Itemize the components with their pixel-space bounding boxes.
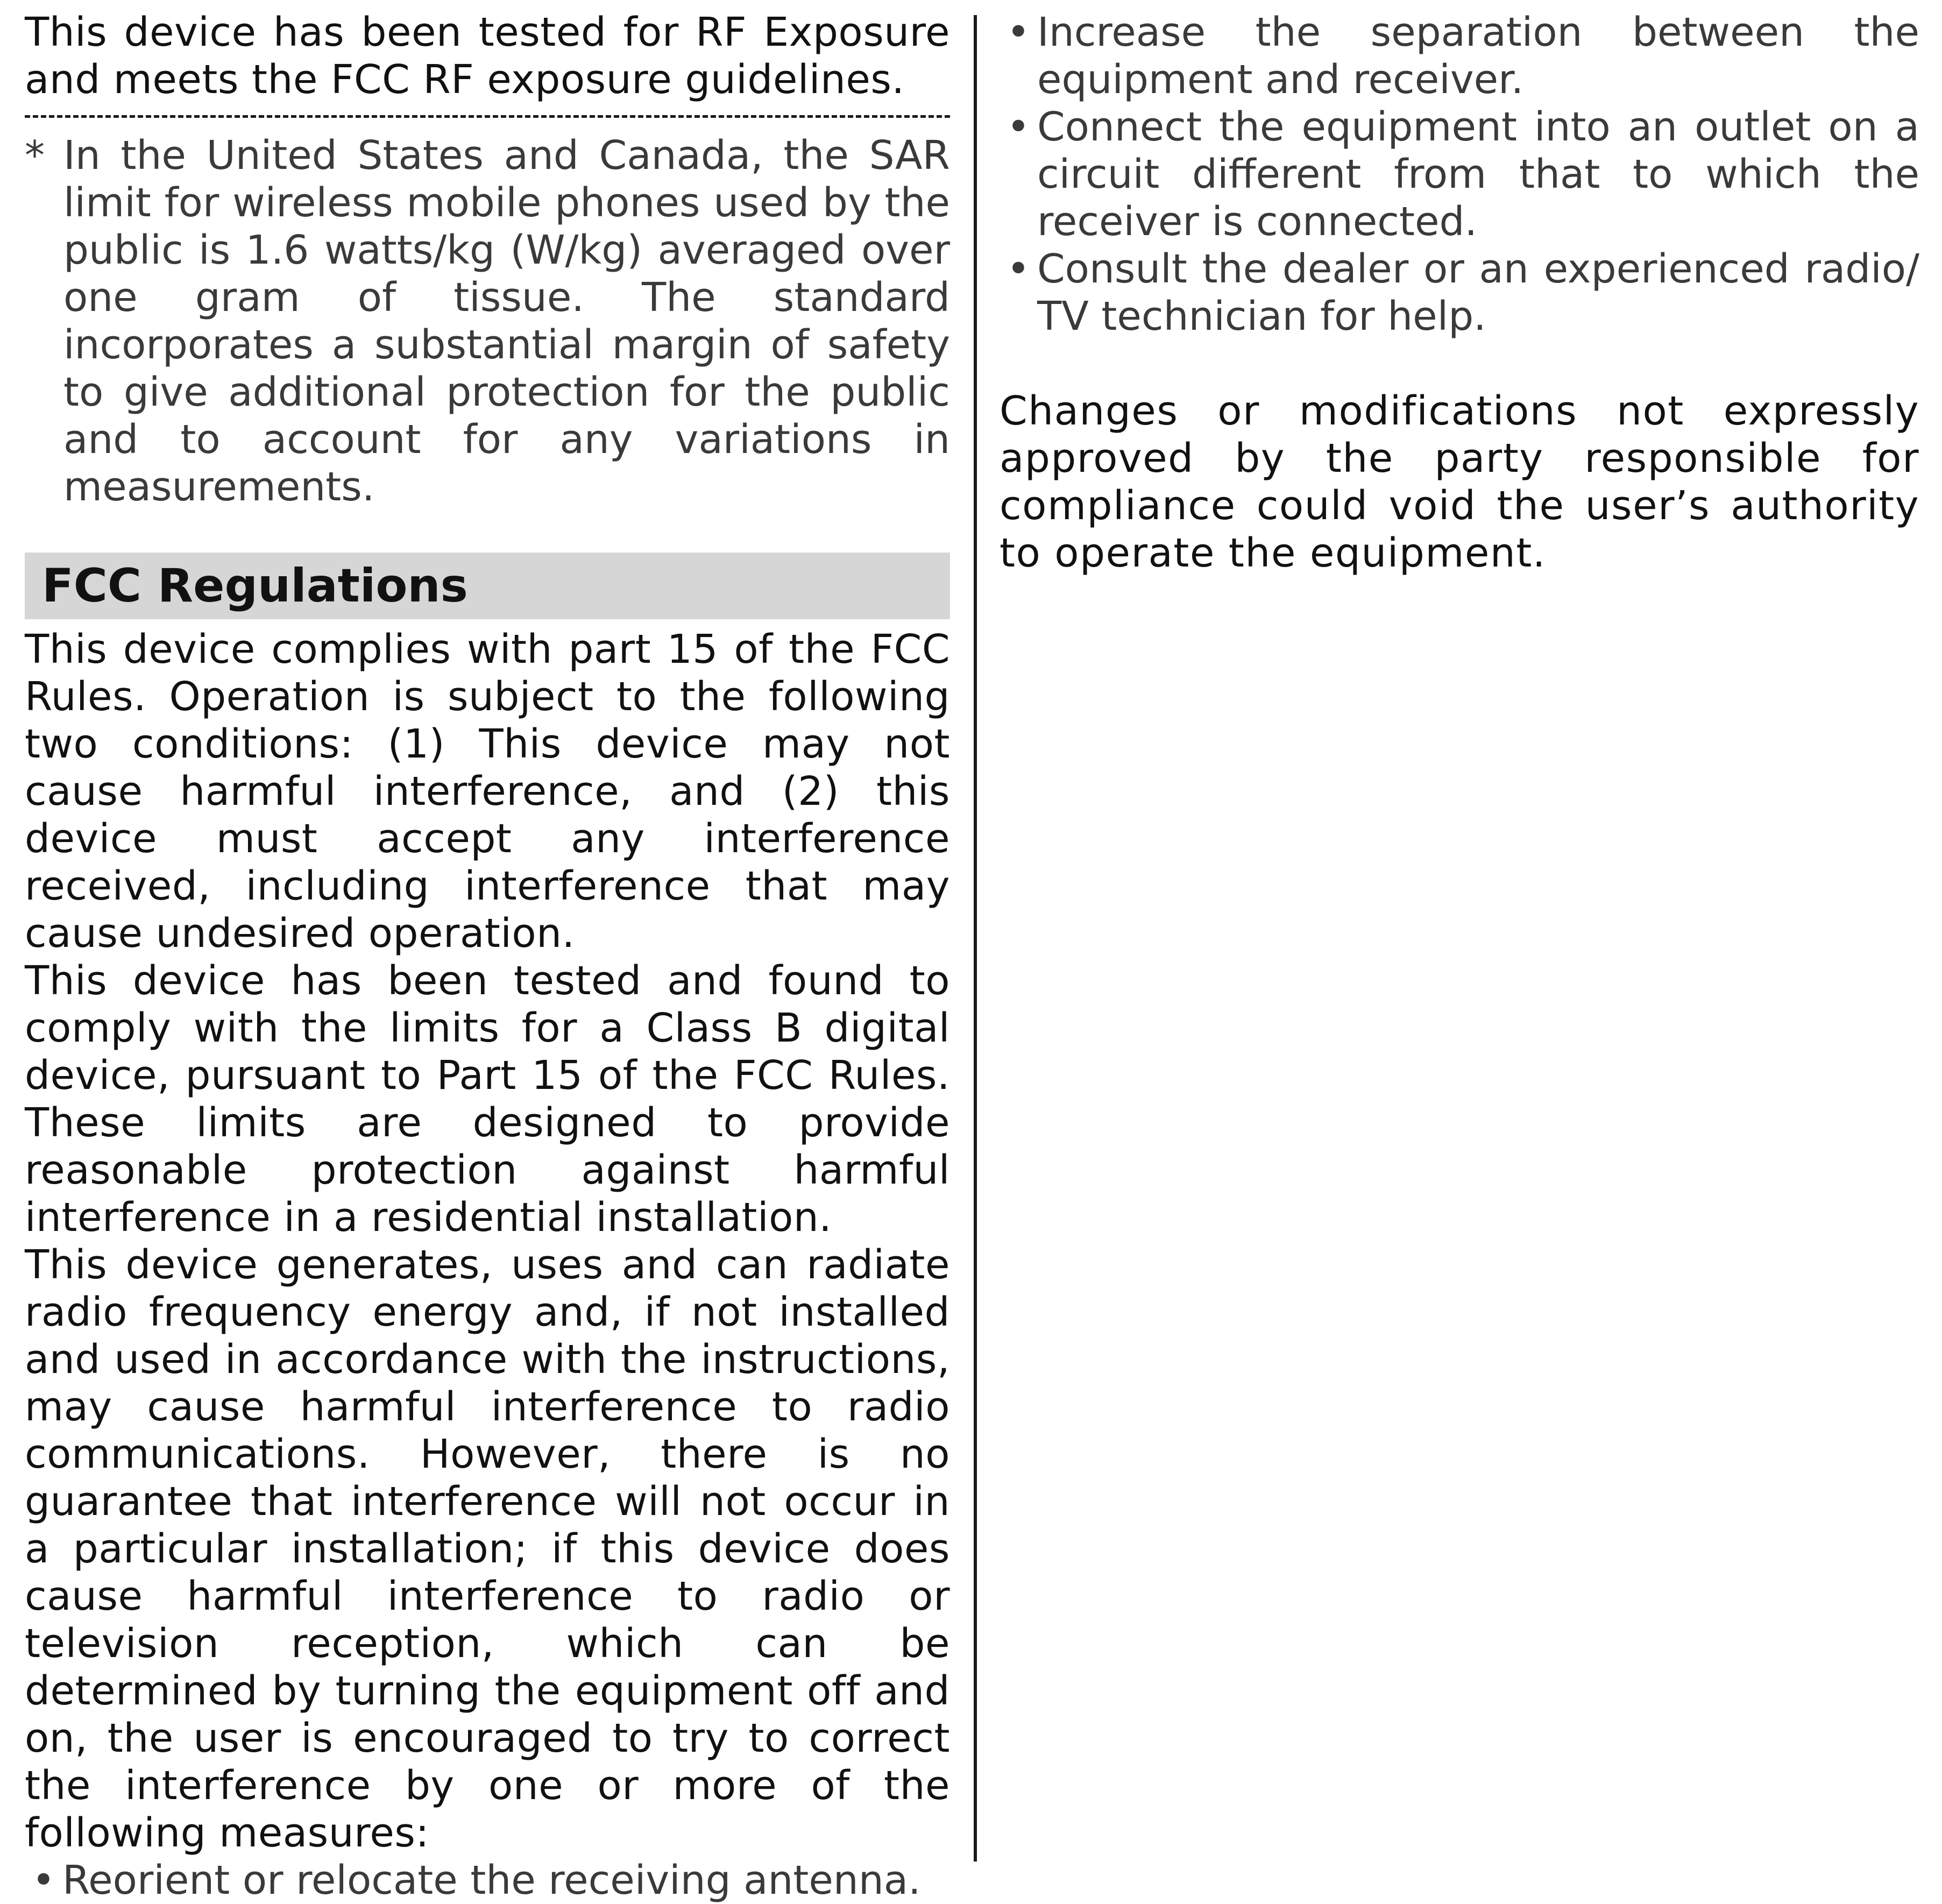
asterisk-mark: * <box>25 132 45 179</box>
section-heading-fcc-regulations: FCC Regulations <box>25 553 950 619</box>
bullet-text-different-circuit: Connect the equipment into an outlet on a circuit different from that to which the receiver is connected. <box>1037 104 1919 245</box>
list-item <box>1000 245 1919 340</box>
paragraph-class-b-limits: This device has been tested and found to comply with the limits for a Class B digital device, pursuant to Part 15 of the FCC Rules. These limits are designed to provide reasonable protection against harmful interference in a residential installation. <box>25 958 950 1241</box>
bullet-icon: • <box>1007 9 1030 55</box>
list-item <box>1000 9 1919 103</box>
paragraph-part15-compliance: This device complies with part 15 of the FCC Rules. Operation is subject to the following two conditions: (1) This device may not cause harmful interference, and (2) this device must accept any interference received, including interference that may cause undesired operation. <box>25 626 950 957</box>
changes-modifications-statement: Changes or modifications not expressly approved by the party responsible for compliance could void the user’s authority to operate the equipment. <box>1000 388 1919 576</box>
bullet-icon: • <box>1007 104 1030 150</box>
sar-note <box>25 132 950 511</box>
bullet-text-consult-dealer: Consult the dealer or an experienced radio/ TV technician for help. <box>1037 246 1919 339</box>
rf-exposure-statement: This device has been tested for RF Exposure and meets the FCC RF exposure guidelines. <box>25 9 950 103</box>
list-item <box>1000 103 1919 245</box>
list-item <box>25 1857 950 1904</box>
dashed-separator <box>25 115 950 118</box>
column-divider <box>974 15 977 1861</box>
sar-note-text: In the United States and Canada, the SAR limit for wireless mobile phones used by the public is 1.6 watts/kg (W/kg) averaged over one gram of tissue. The standard incorporates a substantial margin of safety to give additional protection for the public and to account for any variations in measurements. <box>63 132 950 510</box>
measures-list <box>1000 9 1919 340</box>
bullet-text-reorient-antenna: Reorient or relocate the receiving antenna. <box>62 1857 921 1903</box>
right-column <box>1000 0 1919 577</box>
left-column <box>25 0 950 1904</box>
bullet-icon: • <box>1007 246 1030 292</box>
bullet-icon: • <box>32 1857 55 1903</box>
bullet-text-increase-separation: Increase the separation between the equipment and receiver. <box>1037 9 1919 103</box>
paragraph-interference-measures: This device generates, uses and can radiate radio frequency energy and, if not installed and used in accordance with the instructions, may cause harmful interference to radio communications. However, there is no guarantee that interference will not occur in a particular installation; if this device does cause harmful interference to radio or television reception, which can be determined by turning the equipment off and on, the user is encouraged to try to correct the interference by one or more of the following measures: <box>25 1242 950 1856</box>
